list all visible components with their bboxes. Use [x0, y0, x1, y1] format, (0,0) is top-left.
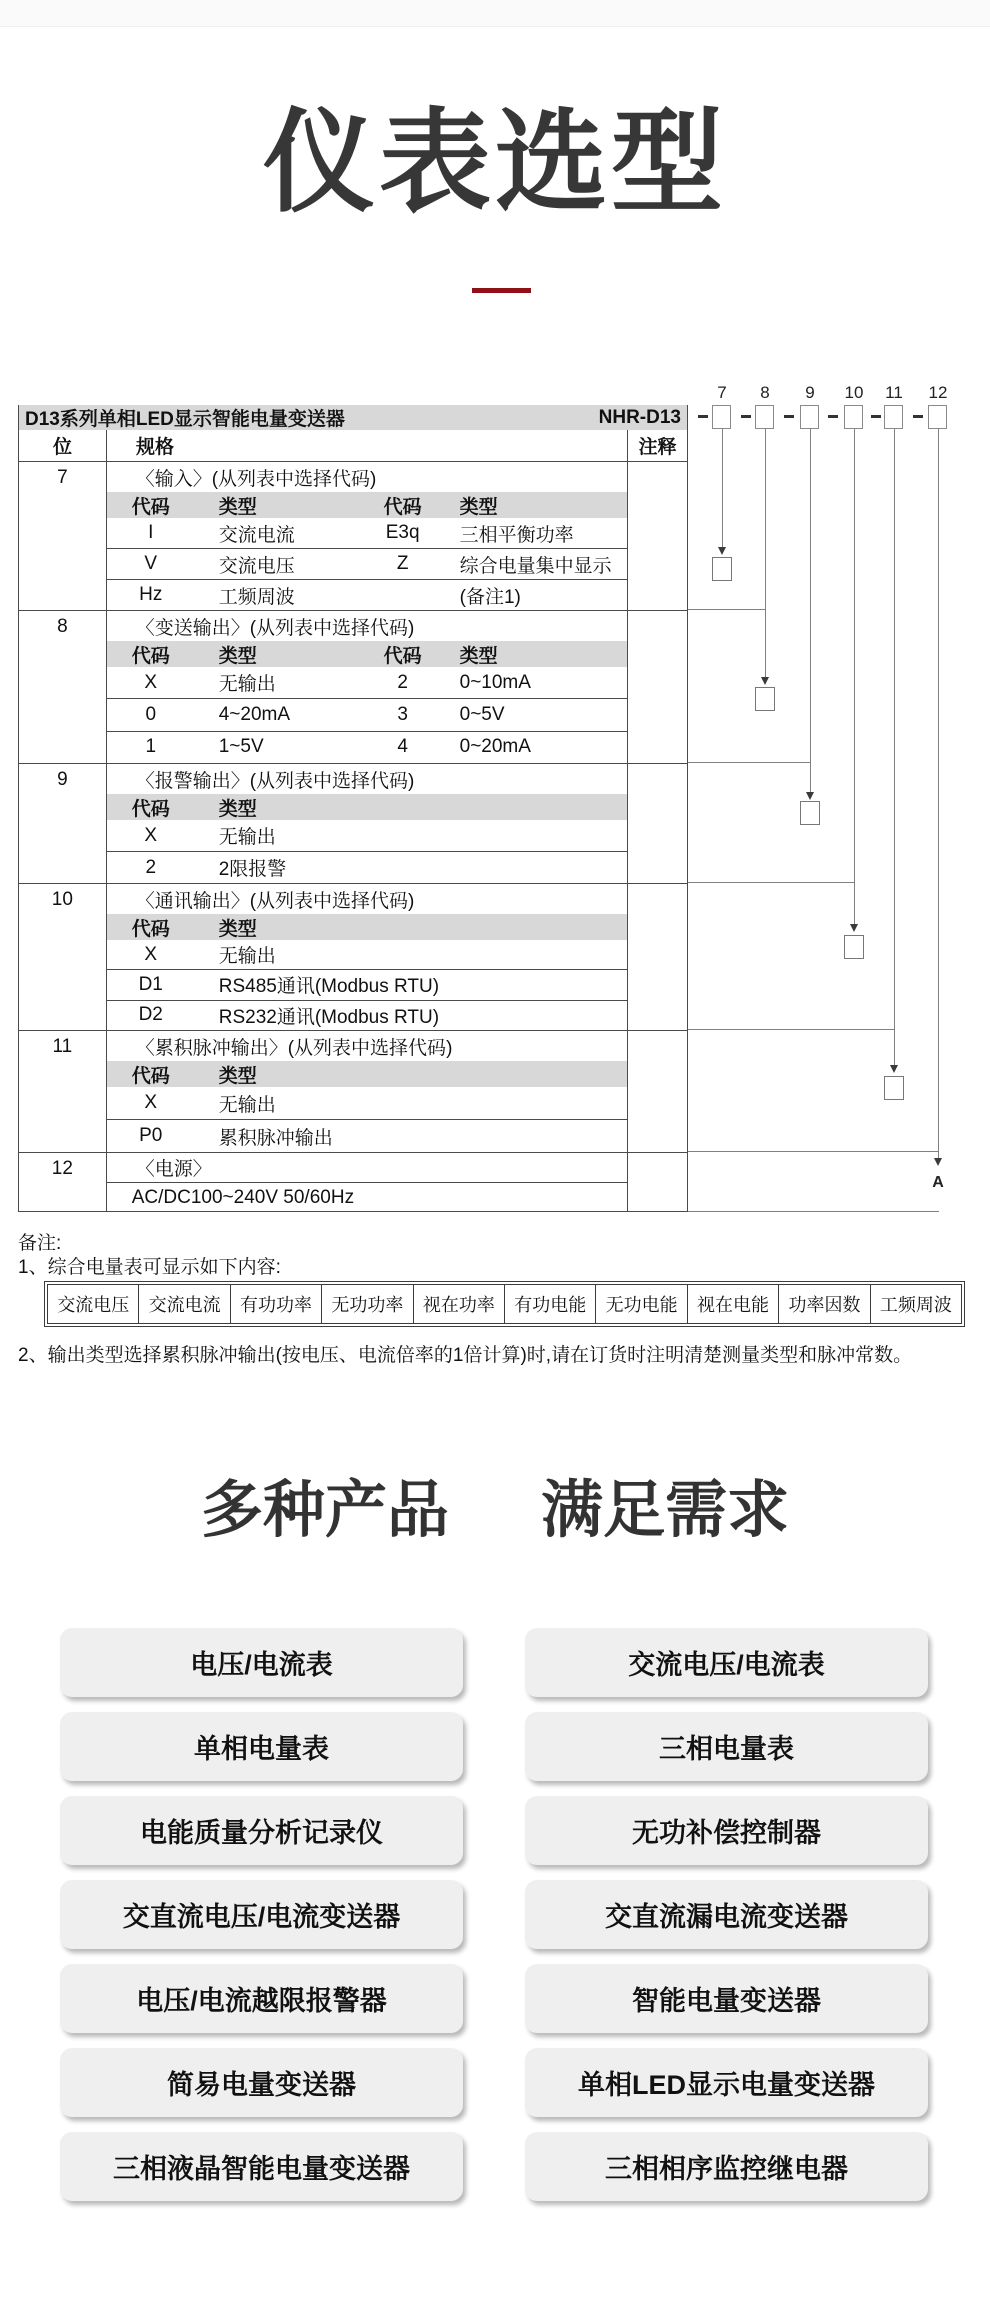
option-row [107, 851, 627, 883]
section-extension-line [688, 1029, 895, 1030]
position-digit-7: 7 [717, 383, 727, 402]
measurement-item: 视在功率 [413, 1285, 504, 1323]
code-type-header-cell: 代码 [131, 798, 170, 820]
spec-section-8 [19, 610, 687, 763]
code-type-header-cell: 类型 [218, 496, 257, 518]
connector-line-9 [810, 428, 811, 792]
note-cell [627, 1153, 687, 1212]
code-cell: X [144, 671, 158, 693]
code-cell: X [144, 943, 158, 965]
option-row [107, 579, 627, 610]
section-extension-line [688, 609, 766, 610]
type-cell: 4~20mA [218, 703, 291, 725]
position-cell: 7 [19, 462, 107, 610]
code-type-header-cell: 代码 [131, 918, 170, 940]
code-type-header-cell: 代码 [131, 645, 170, 667]
option-row [107, 1087, 627, 1119]
measurement-item: 无功功率 [321, 1285, 412, 1323]
type-cell: 累积脉冲输出 [218, 1127, 333, 1149]
series-title: D13系列单相LED显示智能电量变送器 [25, 409, 345, 430]
model-selection-table [18, 405, 688, 1212]
model-code-dash [784, 415, 794, 418]
product-button-grid [60, 1628, 928, 2201]
product-button-left-6[interactable]: 简易电量变送器 [60, 2048, 463, 2117]
drop-target-box-7 [712, 557, 732, 581]
code-type-header [107, 492, 627, 518]
code-type-header-cell: 类型 [218, 1065, 257, 1087]
section-extension-line [688, 882, 855, 883]
position-digit-9: 9 [805, 383, 815, 402]
note-cell [627, 462, 687, 610]
code-cell: D1 [138, 973, 163, 995]
model-code-box-8 [755, 405, 774, 429]
type-cell: 2限报警 [218, 859, 287, 880]
product-button-left-3[interactable]: 电能质量分析记录仪 [60, 1796, 463, 1865]
notes-label: 备注: [18, 1233, 62, 1254]
model-code-box-11 [884, 405, 903, 429]
measurement-item: 无功电能 [595, 1285, 686, 1323]
position-digit-11: 11 [885, 383, 903, 402]
code-cell: D2 [138, 1004, 163, 1026]
product-button-right-1[interactable]: 交流电压/电流表 [525, 1628, 928, 1697]
code-cell: X [144, 1092, 158, 1113]
connector-arrow-8 [761, 677, 769, 685]
code-cell: 2 [397, 671, 408, 693]
type-cell: 无输出 [218, 827, 276, 848]
spec-cell [107, 1153, 627, 1212]
note-cell [627, 1031, 687, 1152]
spec-title: 〈累积脉冲输出〉(从列表中选择代码) [135, 1037, 453, 1059]
position-cell: 9 [19, 764, 107, 883]
note-1: 1、综合电量表可显示如下内容: [18, 1257, 281, 1278]
connector-arrow-9 [806, 792, 814, 800]
code-type-header-cell: 类型 [218, 918, 257, 940]
spec-title: 〈通讯输出〉(从列表中选择代码) [135, 890, 415, 912]
product-button-right-2[interactable]: 三相电量表 [525, 1712, 928, 1781]
code-type-header [107, 794, 627, 820]
model-code-dash [871, 415, 881, 418]
option-row [107, 667, 627, 698]
product-button-left-2[interactable]: 单相电量表 [60, 1712, 463, 1781]
product-button-right-5[interactable]: 智能电量变送器 [525, 1964, 928, 2033]
type-cell: 无输出 [218, 1094, 276, 1116]
drop-target-box-11 [884, 1076, 904, 1100]
option-row [107, 548, 627, 579]
spec-title: 〈输入〉(从列表中选择代码) [135, 468, 377, 490]
product-button-right-7[interactable]: 三相相序监控继电器 [525, 2132, 928, 2201]
code-cell: 1 [145, 736, 157, 758]
code-type-header [107, 641, 627, 667]
spec-section-7 [19, 462, 687, 610]
section-extension-line [688, 1211, 939, 1212]
type-cell: 综合电量集中显示 [459, 555, 612, 577]
code-cell: 4 [397, 736, 408, 758]
product-button-right-4[interactable]: 交直流漏电流变送器 [525, 1880, 928, 1949]
spec-cell [107, 611, 627, 763]
spec-section-9 [19, 763, 687, 883]
spec-section-10 [19, 883, 687, 1030]
model-code-dash [741, 415, 751, 418]
col-header-note: 注释 [627, 430, 687, 461]
product-button-right-6[interactable]: 单相LED显示电量变送器 [525, 2048, 928, 2117]
connector-arrow-12 [934, 1158, 942, 1166]
page-top-bar [0, 0, 990, 27]
code-type-header [107, 1061, 627, 1087]
model-code-box-12 [928, 405, 947, 429]
measurement-item: 有功功率 [230, 1285, 321, 1323]
position-digit-8: 8 [760, 383, 770, 402]
type-cell: (备注1) [459, 586, 521, 608]
code-type-header [107, 914, 627, 940]
measurement-item: 视在电能 [687, 1285, 778, 1323]
code-cell: I [148, 522, 154, 543]
note-cell [627, 884, 687, 1030]
product-button-left-7[interactable]: 三相液晶智能电量变送器 [60, 2132, 463, 2201]
code-type-header-cell: 代码 [131, 496, 170, 518]
note-cell [627, 764, 687, 883]
model-code-dash [828, 415, 838, 418]
code-type-header-cell: 类型 [218, 645, 257, 667]
option-row [107, 698, 627, 730]
option-row [107, 1183, 627, 1212]
model-code-box-10 [844, 405, 863, 429]
code-cell: X [144, 824, 158, 846]
code-type-header-cell: 代码 [383, 496, 422, 518]
type-cell: RS485通讯(Modbus RTU) [218, 976, 440, 998]
connector-arrow-7 [718, 547, 726, 555]
measurement-item: 有功电能 [504, 1285, 595, 1323]
selection-table-header [19, 405, 687, 430]
section-extension-line [688, 1151, 939, 1152]
position-digit-10: 10 [844, 383, 864, 402]
code-type-header-cell: 代码 [383, 645, 422, 667]
drop-target-box-9 [800, 801, 820, 825]
option-row [107, 969, 627, 999]
products-title-part2: 满足需求 [541, 1476, 790, 1545]
code-cell: 2 [145, 856, 157, 878]
model-code-dash [913, 415, 923, 418]
option-row [107, 940, 627, 969]
type-cell: 0~20mA [459, 736, 531, 758]
model-code-box-7 [712, 405, 731, 429]
option-row [107, 820, 627, 851]
position-cell: 10 [19, 884, 107, 1030]
model-code-box-9 [800, 405, 819, 429]
code-cell: 0 [145, 703, 157, 725]
measurement-items-table [44, 1281, 965, 1327]
note-cell [627, 611, 687, 763]
code-cell: Z [396, 553, 409, 574]
type-cell: 无输出 [218, 946, 276, 968]
option-row [107, 731, 627, 763]
product-button-right-3[interactable]: 无功补偿控制器 [525, 1796, 928, 1865]
option-row [107, 518, 627, 548]
spec-cell [107, 1031, 627, 1152]
connector-line-11 [894, 428, 895, 1065]
note-2: 2、输出类型选择累积脉冲输出(按电压、电流倍率的1倍计算)时,请在订货时注明清楚测量类型和脉冲常数。 [18, 1345, 913, 1366]
type-cell: 交流电流 [218, 524, 295, 546]
selection-column-headers [19, 430, 687, 462]
spec-title: 〈报警输出〉(从列表中选择代码) [135, 770, 415, 792]
products-title-part1: 多种产品 [200, 1476, 449, 1545]
code-cell: E3q [385, 522, 420, 543]
code-type-header-cell: 代码 [131, 1065, 170, 1087]
products-section-title [0, 1460, 990, 1549]
spec-cell [107, 764, 627, 883]
page-title: 仪表选型 [263, 100, 727, 225]
measurement-item: 交流电流 [138, 1285, 229, 1323]
model-code-dash [698, 415, 708, 418]
code-cell: Hz [139, 584, 163, 605]
spec-cell [107, 462, 627, 610]
type-cell: 无输出 [218, 674, 276, 696]
drop-target-box-8 [755, 687, 775, 711]
type-cell: 0~10mA [459, 671, 531, 693]
connector-line-12 [938, 428, 939, 1158]
position-cell: 11 [19, 1031, 107, 1152]
code-cell: P0 [139, 1125, 163, 1146]
drop-target-box-10 [844, 935, 864, 959]
title-underline-accent [472, 288, 531, 293]
connector-line-7 [722, 428, 723, 547]
spec-cell [107, 884, 627, 1030]
model-prefix: NHR-D13 [598, 406, 681, 428]
connector-line-8 [765, 428, 766, 677]
type-cell: 工频周波 [218, 586, 295, 608]
code-type-header-cell: 类型 [459, 645, 498, 667]
code-cell: V [144, 553, 158, 574]
product-button-left-1[interactable]: 电压/电流表 [60, 1628, 463, 1697]
type-cell: 0~5V [459, 703, 505, 725]
spec-section-12 [19, 1152, 687, 1212]
code-type-header-cell: 类型 [459, 496, 498, 518]
type-cell: RS232通讯(Modbus RTU) [218, 1006, 440, 1028]
power-code-letter: A [932, 1174, 944, 1191]
type-cell: 三相平衡功率 [459, 524, 574, 546]
product-button-left-4[interactable]: 交直流电压/电流变送器 [60, 1880, 463, 1949]
connector-arrow-11 [890, 1065, 898, 1073]
section-extension-line [688, 762, 811, 763]
spec-title: 〈电源〉 [107, 1153, 627, 1183]
spec-title: 〈变送输出〉(从列表中选择代码) [135, 617, 415, 639]
product-button-left-5[interactable]: 电压/电流越限报警器 [60, 1964, 463, 2033]
col-header-spec: 规格 [136, 437, 175, 458]
connector-line-10 [854, 428, 855, 924]
position-digit-12: 12 [928, 383, 948, 402]
option-row [107, 1119, 627, 1152]
position-cell: 8 [19, 611, 107, 763]
col-header-position: 位 [19, 430, 107, 461]
type-cell: 1~5V [218, 736, 264, 758]
option-row [107, 1000, 627, 1030]
measurement-item: 功率因数 [778, 1285, 869, 1323]
type-cell: 交流电压 [218, 555, 295, 577]
power-spec-text: AC/DC100~240V 50/60Hz [131, 1186, 355, 1208]
position-cell: 12 [19, 1153, 107, 1212]
measurement-item: 交流电压 [57, 1295, 130, 1315]
spec-section-11 [19, 1030, 687, 1152]
connector-arrow-10 [850, 924, 858, 932]
measurement-item: 工频周波 [870, 1285, 961, 1323]
code-type-header-cell: 类型 [218, 798, 257, 820]
code-cell: 3 [397, 703, 408, 725]
